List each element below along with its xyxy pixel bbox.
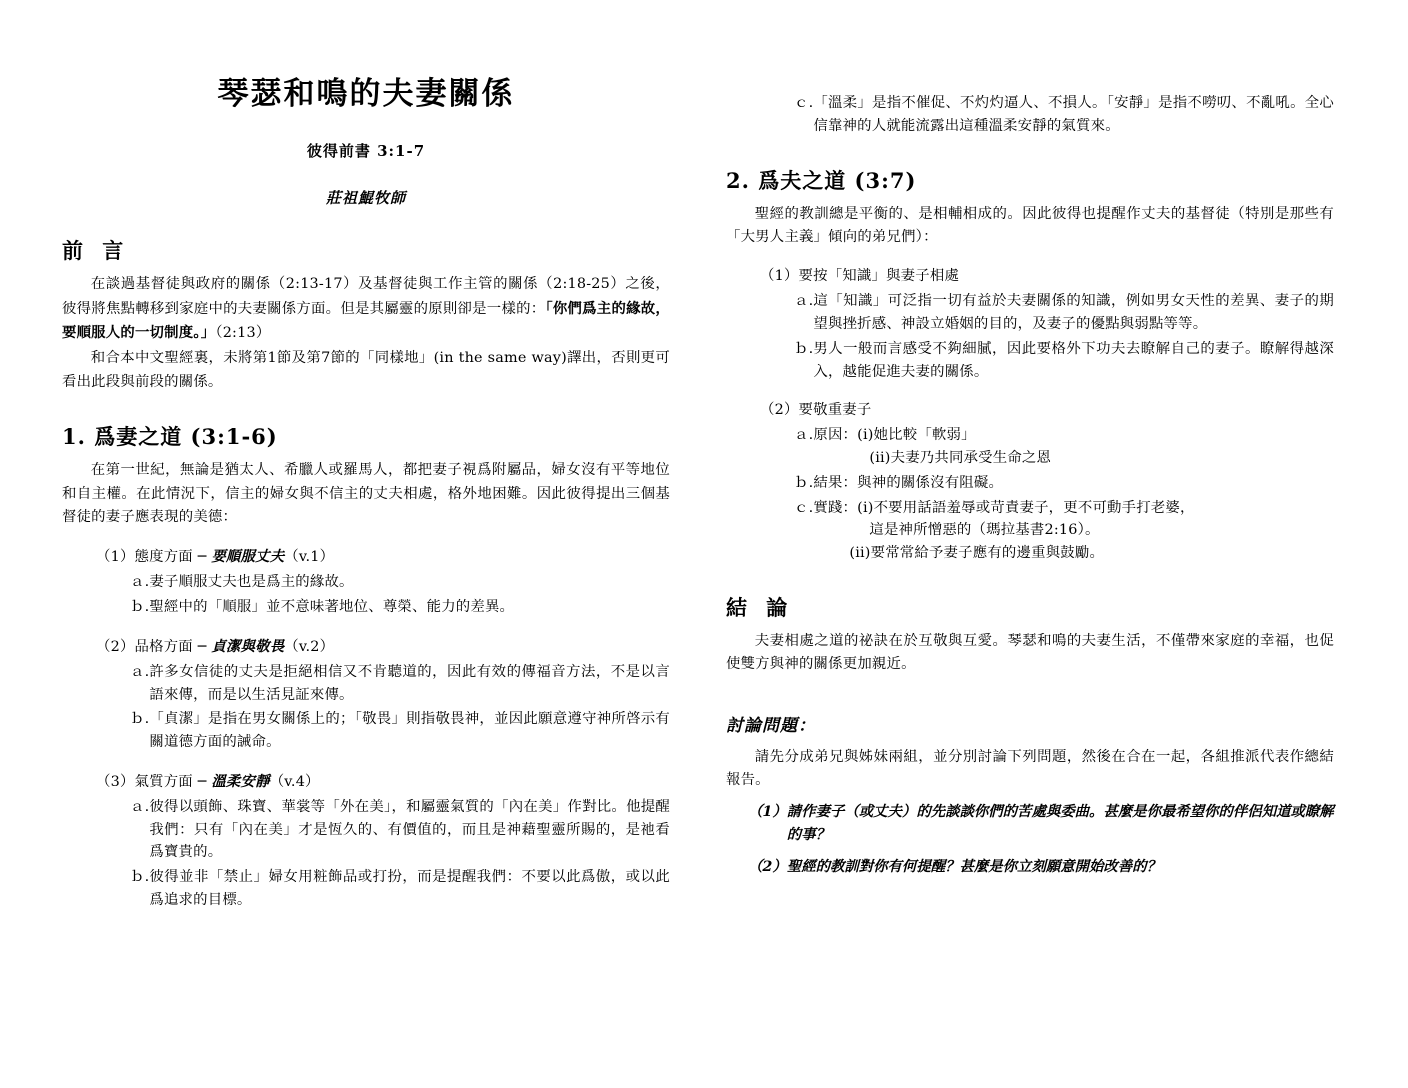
list-item-3b-label: ｂ. — [130, 869, 150, 886]
list-item-3b-text: 彼得並非「禁止」婦女用粧飾品或打扮，而是提醒我們：不要以此爲傲，或以此爲追求的目標。 — [149, 869, 670, 908]
list-item-3c-label: ｃ. — [794, 95, 814, 111]
list-item-3c — [794, 92, 1334, 138]
discussion-question-1-text: 請作妻子（或丈夫）的先談談你們的苦處與委曲。甚麼是你最希望你的伴侶知道或瞭解的事？ — [786, 803, 1334, 844]
list-item-3a — [130, 796, 670, 864]
list-item-r2a-label: ａ. — [794, 427, 814, 444]
list-item-2a — [130, 661, 670, 707]
preface-paragraph-2: 和合本中文聖經裏，未將第1節及第7節的「同樣地」(in the same way)譯出，否則更可看出此段與前段的關係。 — [62, 350, 670, 390]
list-item-1b-label: ｂ. — [130, 599, 150, 616]
discussion-question-1-label: （1） — [748, 803, 787, 821]
scripture-reference: 彼得前書 3:1-7 — [306, 142, 426, 161]
list-item-2-label: （2）品格方面 ─ — [96, 638, 212, 655]
page-title: 琴瑟和鳴的夫妻關係 — [217, 76, 515, 112]
list-item-r1a-label: ａ. — [794, 293, 814, 310]
list-item-1a-label: ａ. — [130, 574, 150, 591]
discussion-paragraph: 請先分成弟兄與姊妹兩組，並分別討論下列問題，然後在合在一起，各組推派代表作總結報告。 — [726, 748, 1334, 789]
section1-paragraph-1: 在第一世紀，無論是猶太人、希臘人或羅馬人，都把妻子視爲附屬品，婦女沒有平等地位和自主權。在此情況下，信主的婦女與不信主的丈夫相處，格外地困難。因此彼得提出三個基督徒的妻子應表現的美德： — [62, 462, 670, 525]
list-item-r2b — [794, 472, 1334, 495]
list-item-r2a-line2: (ii)夫妻乃共同承受生命之恩 — [869, 450, 1052, 467]
list-item-3-verse: （v.4） — [269, 773, 320, 790]
heading-section-2: 2. 爲夫之道 (3:7) — [726, 167, 917, 193]
preface-p1-quote: 「你們爲主的緣故，要順服人的一切制度。」 — [62, 299, 670, 342]
list-item-r2a-text — [813, 424, 1334, 470]
list-item-r2c-line1: 實踐：(i)不要用話語羞辱或苛責妻子，更不可動手打老婆， — [813, 499, 1195, 516]
list-item-r1: （1）要按「知識」與妻子相處 — [760, 268, 960, 285]
discussion-question-2 — [748, 855, 1334, 878]
list-item-2a-text: 許多女信徒的丈夫是拒絕相信又不肯聽道的，因此有效的傳福音方法，不是以言語來傳，而是以生活見証來傳。 — [149, 663, 670, 703]
list-item-3c-text: 「溫柔」是指不催促、不灼灼逼人、不損人。「安靜」是指不嘮叨、不亂吼。全心信靠神的人就能流露出這種溫柔安靜的氣質來。 — [813, 95, 1334, 134]
list-item-r1b-label: ｂ. — [794, 340, 814, 357]
section2-paragraph-1: 聖經的教訓總是平衡的、是相輔相成的。因此彼得也提醒作丈夫的基督徒（特別是那些有「大男人主義」傾向的弟兄們）： — [726, 205, 1334, 246]
list-item-r2c-line2: 這是神所憎惡的（瑪拉基書2:16）。 — [869, 522, 1100, 539]
two-column-layout — [62, 52, 1346, 1068]
list-item-3a-label: ａ. — [130, 798, 150, 815]
list-item-r2a — [794, 424, 1334, 470]
list-item-2-verse: （v.2） — [284, 638, 335, 655]
list-item-3b — [130, 866, 670, 912]
discussion-question-1 — [748, 800, 1334, 846]
list-item-r2b-label: ｂ. — [794, 474, 814, 491]
list-item-1a — [130, 571, 670, 594]
list-item-3a-text: 彼得以頭飾、珠寶、華裳等「外在美」，和屬靈氣質的「內在美」作對比。他提醒我們：只有「內在美」才是恆久的、有價值的，而且是神藉聖靈所賜的，是祂看爲寶貴的。 — [149, 798, 670, 861]
preface-p1-text-a: 在談過基督徒與政府的關係（2:13-17）及基督徒與工作主管的關係（2:18-25）之後，彼得將焦點轉移到家庭中的夫妻關係方面。但是其屬靈的原則卻是一樣的： — [62, 276, 670, 317]
list-item-r2c — [794, 497, 1334, 565]
author-byline: 莊祖鯤牧師 — [325, 189, 406, 208]
heading-section-1: 1. 爲妻之道 (3:1-6) — [62, 424, 278, 450]
list-item-2a-label: ａ. — [130, 663, 150, 680]
list-item-2-emphasis: 貞潔與敬畏 — [211, 637, 285, 655]
list-item-1-emphasis: 要順服丈夫 — [211, 548, 285, 566]
list-item-2b-text: 「貞潔」是指在男女關係上的；「敬畏」則指敬畏神，並因此願意遵守神所啓示有關道德方面的誡命。 — [149, 711, 670, 751]
left-column — [62, 52, 670, 1068]
discussion-question-2-label: （2） — [748, 857, 787, 875]
list-item-r1a-text: 這「知識」可泛指一切有益於夫妻關係的知識，例如男女天性的差異、妻子的期望與挫折感、神設立婚姻的目的，及妻子的優點與弱點等等。 — [813, 293, 1334, 333]
list-item-2 — [96, 635, 670, 659]
discussion-question-2-text: 聖經的教訓對你有何提醒？甚麼是你立刻願意開始改善的？ — [786, 857, 1161, 875]
list-item-r2c-line3: (ii)要常常給予妻子應有的邊重與鼓勵。 — [849, 545, 1105, 562]
conclusion-paragraph: 夫妻相處之道的祕訣在於互敬與互愛。琴瑟和鳴的夫妻生活，不僅帶來家庭的幸福，也促使雙方與神的關係更加親近。 — [726, 633, 1334, 673]
list-item-1-label: （1）態度方面 ─ — [96, 549, 212, 566]
list-item-2b-label: ｂ. — [130, 711, 150, 728]
list-item-r2b-text: 結果：與神的關係沒有阻礙。 — [813, 474, 1004, 491]
list-item-1a-text: 妻子順服丈夫也是爲主的緣故。 — [149, 574, 354, 591]
heading-conclusion: 結 論 — [726, 594, 794, 620]
list-item-3 — [96, 770, 670, 794]
list-item-r2: （2）要敬重妻子 — [760, 402, 872, 419]
heading-discussion: 討論問題： — [726, 715, 816, 736]
heading-preface: 前 言 — [62, 238, 130, 264]
list-item-1b-text: 聖經中的「順服」並不意味著地位、尊榮、能力的差異。 — [149, 599, 515, 616]
list-item-2b — [130, 708, 670, 754]
list-item-3-emphasis: 溫柔安靜 — [211, 772, 270, 790]
list-item-1 — [96, 545, 670, 569]
list-item-r1b-text: 男人一般而言感受不夠細膩，因此要格外下功夫去瞭解自己的妻子。瞭解得越深入，越能促進夫妻的關係。 — [813, 340, 1334, 380]
list-item-r2a-line1: 原因：(i)她比較「軟弱」 — [813, 427, 976, 444]
preface-paragraph-1 — [62, 273, 670, 345]
list-item-r2c-label: ｃ. — [794, 499, 814, 516]
right-column — [726, 52, 1334, 1068]
list-item-r1a — [794, 290, 1334, 336]
list-item-3-label: （3）氣質方面 ─ — [96, 773, 212, 790]
preface-p1-text-b: （2:13） — [215, 325, 271, 342]
list-item-1-verse: （v.1） — [284, 549, 335, 566]
list-item-1b — [130, 596, 670, 619]
list-item-r2c-text — [813, 497, 1334, 565]
list-item-r1b — [794, 338, 1334, 384]
